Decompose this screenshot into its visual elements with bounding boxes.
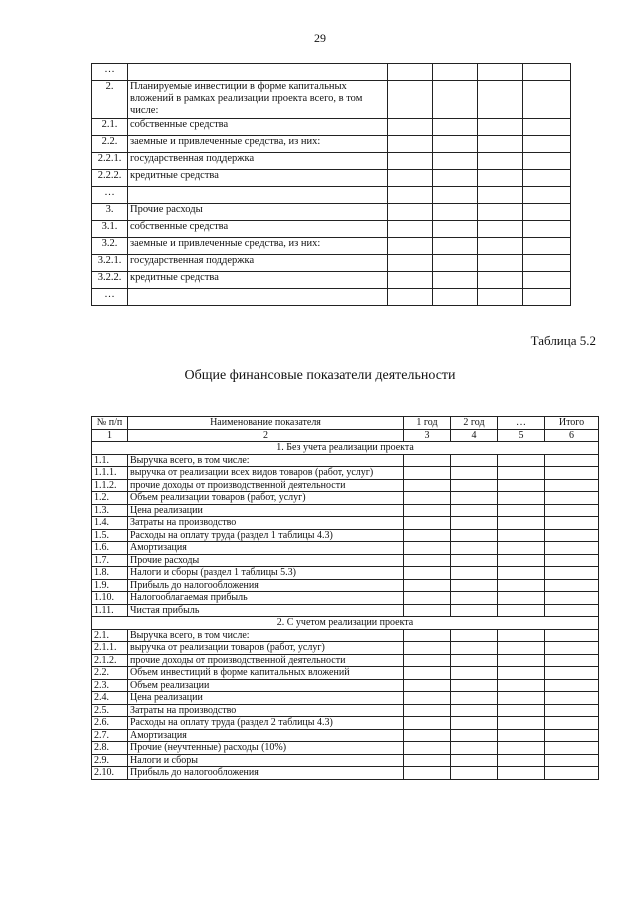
value-cell — [498, 454, 545, 467]
value-cell — [498, 567, 545, 580]
value-cell — [404, 492, 451, 505]
value-cell — [545, 742, 599, 755]
value-cell — [523, 187, 571, 204]
table-row — [92, 679, 599, 692]
table-row — [92, 604, 599, 617]
value-cell — [451, 604, 498, 617]
value-cell — [404, 642, 451, 655]
table-caption: Таблица 5.2 — [530, 333, 596, 348]
value-cell — [451, 517, 498, 530]
row-number: 2.1. — [92, 119, 128, 136]
value-cell — [498, 642, 545, 655]
table-column-numbers-row — [92, 429, 599, 442]
value-cell — [498, 517, 545, 530]
value-cell — [545, 454, 599, 467]
value-cell — [523, 153, 571, 170]
table-row — [92, 479, 599, 492]
row-label: Выручка всего, в том числе: — [128, 629, 404, 642]
row-label: кредитные средства — [128, 272, 388, 289]
value-cell — [478, 238, 523, 255]
row-number: … — [92, 187, 128, 204]
value-cell — [433, 119, 478, 136]
value-cell — [451, 654, 498, 667]
value-cell — [498, 704, 545, 717]
row-label: прочие доходы от производственной деятельности — [128, 654, 404, 667]
table-row — [92, 542, 599, 555]
value-cell — [545, 767, 599, 780]
row-number: 1.9. — [92, 579, 128, 592]
row-label: Объем реализации товаров (работ, услуг) — [128, 492, 404, 505]
table-row — [92, 567, 599, 580]
table-row — [92, 729, 599, 742]
row-number: 1.10. — [92, 592, 128, 605]
row-number: 1.2. — [92, 492, 128, 505]
row-number: 2.1. — [92, 629, 128, 642]
column-number: 2 — [128, 429, 404, 442]
value-cell — [545, 642, 599, 655]
value-cell — [404, 767, 451, 780]
value-cell — [388, 272, 433, 289]
value-cell — [433, 255, 478, 272]
row-label: Прибыль до налогообложения — [128, 767, 404, 780]
value-cell — [545, 729, 599, 742]
value-cell — [523, 119, 571, 136]
section-row — [92, 617, 599, 630]
value-cell — [433, 272, 478, 289]
table-row — [92, 119, 571, 136]
value-cell — [498, 467, 545, 480]
investments-table — [91, 63, 571, 306]
row-number: 1.7. — [92, 554, 128, 567]
value-cell — [388, 136, 433, 153]
value-cell — [404, 692, 451, 705]
table-row — [92, 692, 599, 705]
value-cell — [388, 153, 433, 170]
value-cell — [498, 604, 545, 617]
value-cell — [545, 579, 599, 592]
row-label: Расходы на оплату труда (раздел 1 таблицы 4.3) — [128, 529, 404, 542]
value-cell — [478, 119, 523, 136]
value-cell — [478, 289, 523, 306]
row-number: 2.2. — [92, 667, 128, 680]
value-cell — [545, 467, 599, 480]
value-cell — [433, 187, 478, 204]
row-label: заемные и привлеченные средства, из них: — [128, 238, 388, 255]
value-cell — [404, 479, 451, 492]
table-row — [92, 629, 599, 642]
column-number: 5 — [498, 429, 545, 442]
table-row — [92, 504, 599, 517]
row-label: выручка от реализации всех видов товаров (работ, услуг) — [128, 467, 404, 480]
value-cell — [404, 517, 451, 530]
row-number: 1.1.1. — [92, 467, 128, 480]
table-row — [92, 238, 571, 255]
row-number: … — [92, 289, 128, 306]
row-label — [128, 289, 388, 306]
table-title: Общие финансовые показатели деятельности — [184, 368, 456, 383]
table-row — [92, 592, 599, 605]
table-row — [92, 454, 599, 467]
value-cell — [478, 81, 523, 119]
value-cell — [451, 692, 498, 705]
value-cell — [433, 170, 478, 187]
row-label: Прибыль до налогообложения — [128, 579, 404, 592]
row-number: 2.2. — [92, 136, 128, 153]
value-cell — [523, 255, 571, 272]
value-cell — [498, 654, 545, 667]
row-label: Затраты на производство — [128, 704, 404, 717]
value-cell — [451, 629, 498, 642]
value-cell — [451, 479, 498, 492]
value-cell — [498, 667, 545, 680]
value-cell — [498, 767, 545, 780]
row-label: Чистая прибыль — [128, 604, 404, 617]
row-label: Амортизация — [128, 542, 404, 555]
row-label: Затраты на производство — [128, 517, 404, 530]
value-cell — [545, 592, 599, 605]
value-cell — [404, 679, 451, 692]
value-cell — [388, 289, 433, 306]
value-cell — [545, 692, 599, 705]
value-cell — [404, 604, 451, 617]
row-number: 2.3. — [92, 679, 128, 692]
value-cell — [545, 542, 599, 555]
table-row — [92, 204, 571, 221]
value-cell — [451, 492, 498, 505]
row-number: 2. — [92, 81, 128, 119]
value-cell — [433, 64, 478, 81]
value-cell — [451, 567, 498, 580]
value-cell — [451, 767, 498, 780]
row-label — [128, 64, 388, 81]
value-cell — [498, 729, 545, 742]
value-cell — [545, 604, 599, 617]
value-cell — [478, 221, 523, 238]
row-number: 1.11. — [92, 604, 128, 617]
value-cell — [478, 170, 523, 187]
row-number: 2.5. — [92, 704, 128, 717]
value-cell — [498, 504, 545, 517]
value-cell — [545, 529, 599, 542]
value-cell — [545, 479, 599, 492]
value-cell — [404, 504, 451, 517]
value-cell — [478, 64, 523, 81]
value-cell — [451, 704, 498, 717]
row-number: 2.8. — [92, 742, 128, 755]
value-cell — [545, 717, 599, 730]
value-cell — [545, 504, 599, 517]
row-label: государственная поддержка — [128, 153, 388, 170]
value-cell — [451, 642, 498, 655]
value-cell — [545, 704, 599, 717]
value-cell — [404, 529, 451, 542]
value-cell — [388, 204, 433, 221]
value-cell — [433, 221, 478, 238]
section-row — [92, 442, 599, 455]
row-number: 2.7. — [92, 729, 128, 742]
value-cell — [388, 221, 433, 238]
row-number: 1.5. — [92, 529, 128, 542]
row-label: Цена реализации — [128, 504, 404, 517]
value-cell — [523, 238, 571, 255]
value-cell — [388, 81, 433, 119]
table-row — [92, 64, 571, 81]
table-row — [92, 221, 571, 238]
page-number: 29 — [314, 31, 326, 45]
row-label: Амортизация — [128, 729, 404, 742]
value-cell — [451, 679, 498, 692]
value-cell — [404, 454, 451, 467]
row-label: кредитные средства — [128, 170, 388, 187]
value-cell — [433, 81, 478, 119]
column-number: 1 — [92, 429, 128, 442]
value-cell — [523, 136, 571, 153]
value-cell — [498, 717, 545, 730]
value-cell — [523, 170, 571, 187]
table-row — [92, 255, 571, 272]
value-cell — [451, 729, 498, 742]
value-cell — [388, 119, 433, 136]
value-cell — [404, 542, 451, 555]
value-cell — [523, 81, 571, 119]
value-cell — [498, 629, 545, 642]
table-row — [92, 153, 571, 170]
table-row — [92, 517, 599, 530]
table-row — [92, 717, 599, 730]
row-label: Цена реализации — [128, 692, 404, 705]
value-cell — [478, 255, 523, 272]
value-cell — [478, 272, 523, 289]
row-number: … — [92, 64, 128, 81]
table-row — [92, 579, 599, 592]
row-label: Прочие расходы — [128, 204, 388, 221]
value-cell — [451, 592, 498, 605]
row-number: 2.6. — [92, 717, 128, 730]
table-row — [92, 81, 571, 119]
table-row — [92, 529, 599, 542]
value-cell — [451, 467, 498, 480]
value-cell — [451, 454, 498, 467]
table-row — [92, 554, 599, 567]
value-cell — [545, 754, 599, 767]
row-label: Прочие (неучтенные) расходы (10%) — [128, 742, 404, 755]
section-title: 1. Без учета реализации проекта — [92, 442, 599, 455]
value-cell — [478, 153, 523, 170]
row-label: собственные средства — [128, 119, 388, 136]
row-label: Объем инвестиций в форме капитальных вложений — [128, 667, 404, 680]
value-cell — [404, 667, 451, 680]
header-cell: 2 год — [451, 417, 498, 430]
value-cell — [404, 592, 451, 605]
value-cell — [404, 754, 451, 767]
value-cell — [523, 204, 571, 221]
value-cell — [404, 729, 451, 742]
value-cell — [498, 692, 545, 705]
value-cell — [478, 187, 523, 204]
row-label: собственные средства — [128, 221, 388, 238]
value-cell — [433, 136, 478, 153]
row-label: Расходы на оплату труда (раздел 2 таблицы 4.3) — [128, 717, 404, 730]
row-label: Выручка всего, в том числе: — [128, 454, 404, 467]
value-cell — [404, 704, 451, 717]
value-cell — [498, 742, 545, 755]
row-label: Налоги и сборы (раздел 1 таблицы 5.3) — [128, 567, 404, 580]
table-row — [92, 170, 571, 187]
value-cell — [498, 592, 545, 605]
column-number: 6 — [545, 429, 599, 442]
column-number: 4 — [451, 429, 498, 442]
value-cell — [498, 754, 545, 767]
value-cell — [523, 289, 571, 306]
table-row — [92, 187, 571, 204]
row-number: 1.6. — [92, 542, 128, 555]
value-cell — [523, 272, 571, 289]
table-row — [92, 272, 571, 289]
value-cell — [388, 170, 433, 187]
header-cell: … — [498, 417, 545, 430]
table-row — [92, 767, 599, 780]
value-cell — [433, 153, 478, 170]
value-cell — [404, 554, 451, 567]
row-number: 3. — [92, 204, 128, 221]
header-cell: № п/п — [92, 417, 128, 430]
row-label: Планируемые инвестиции в форме капитальных вложений в рамках реализации проекта всего, в том числе: — [128, 81, 388, 119]
value-cell — [404, 567, 451, 580]
value-cell — [545, 629, 599, 642]
value-cell — [451, 529, 498, 542]
value-cell — [451, 754, 498, 767]
table-row — [92, 667, 599, 680]
row-label — [128, 187, 388, 204]
value-cell — [404, 629, 451, 642]
value-cell — [498, 492, 545, 505]
value-cell — [478, 136, 523, 153]
value-cell — [433, 204, 478, 221]
value-cell — [404, 654, 451, 667]
header-cell: Наименование показателя — [128, 417, 404, 430]
row-number: 1.3. — [92, 504, 128, 517]
row-label: заемные и привлеченные средства, из них: — [128, 136, 388, 153]
value-cell — [388, 255, 433, 272]
row-label: государственная поддержка — [128, 255, 388, 272]
value-cell — [498, 679, 545, 692]
table-row — [92, 492, 599, 505]
row-label: Налоги и сборы — [128, 754, 404, 767]
value-cell — [433, 289, 478, 306]
value-cell — [498, 529, 545, 542]
value-cell — [545, 667, 599, 680]
value-cell — [451, 579, 498, 592]
row-label: выручка от реализации товаров (работ, услуг) — [128, 642, 404, 655]
value-cell — [498, 579, 545, 592]
row-number: 3.2. — [92, 238, 128, 255]
value-cell — [545, 554, 599, 567]
value-cell — [433, 238, 478, 255]
value-cell — [545, 679, 599, 692]
value-cell — [404, 467, 451, 480]
financial-indicators-table — [91, 416, 599, 780]
table-row — [92, 704, 599, 717]
row-number: 1.1. — [92, 454, 128, 467]
row-number: 2.1.2. — [92, 654, 128, 667]
column-number: 3 — [404, 429, 451, 442]
table-row — [92, 754, 599, 767]
table-row — [92, 467, 599, 480]
header-cell: Итого — [545, 417, 599, 430]
value-cell — [523, 221, 571, 238]
value-cell — [404, 742, 451, 755]
section-title: 2. С учетом реализации проекта — [92, 617, 599, 630]
value-cell — [545, 492, 599, 505]
table-header-row — [92, 417, 599, 430]
row-number: 3.1. — [92, 221, 128, 238]
row-number: 3.2.1. — [92, 255, 128, 272]
table-row — [92, 642, 599, 655]
value-cell — [451, 742, 498, 755]
row-label: Налогооблагаемая прибыль — [128, 592, 404, 605]
value-cell — [451, 717, 498, 730]
row-number: 2.2.2. — [92, 170, 128, 187]
value-cell — [545, 654, 599, 667]
value-cell — [451, 667, 498, 680]
row-number: 1.4. — [92, 517, 128, 530]
value-cell — [545, 567, 599, 580]
table-row — [92, 742, 599, 755]
header-cell: 1 год — [404, 417, 451, 430]
value-cell — [498, 554, 545, 567]
row-label: Прочие расходы — [128, 554, 404, 567]
row-number: 2.2.1. — [92, 153, 128, 170]
row-number: 3.2.2. — [92, 272, 128, 289]
row-label: прочие доходы от производственной деятельности — [128, 479, 404, 492]
row-number: 2.1.1. — [92, 642, 128, 655]
value-cell — [545, 517, 599, 530]
value-cell — [451, 542, 498, 555]
value-cell — [498, 479, 545, 492]
value-cell — [451, 504, 498, 517]
row-number: 2.10. — [92, 767, 128, 780]
table-row — [92, 289, 571, 306]
value-cell — [388, 187, 433, 204]
row-number: 1.1.2. — [92, 479, 128, 492]
value-cell — [523, 64, 571, 81]
value-cell — [388, 238, 433, 255]
value-cell — [388, 64, 433, 81]
row-number: 2.4. — [92, 692, 128, 705]
row-label: Объем реализации — [128, 679, 404, 692]
row-number: 2.9. — [92, 754, 128, 767]
value-cell — [404, 579, 451, 592]
table-row — [92, 654, 599, 667]
value-cell — [451, 554, 498, 567]
value-cell — [478, 204, 523, 221]
row-number: 1.8. — [92, 567, 128, 580]
table-row — [92, 136, 571, 153]
value-cell — [498, 542, 545, 555]
value-cell — [404, 717, 451, 730]
